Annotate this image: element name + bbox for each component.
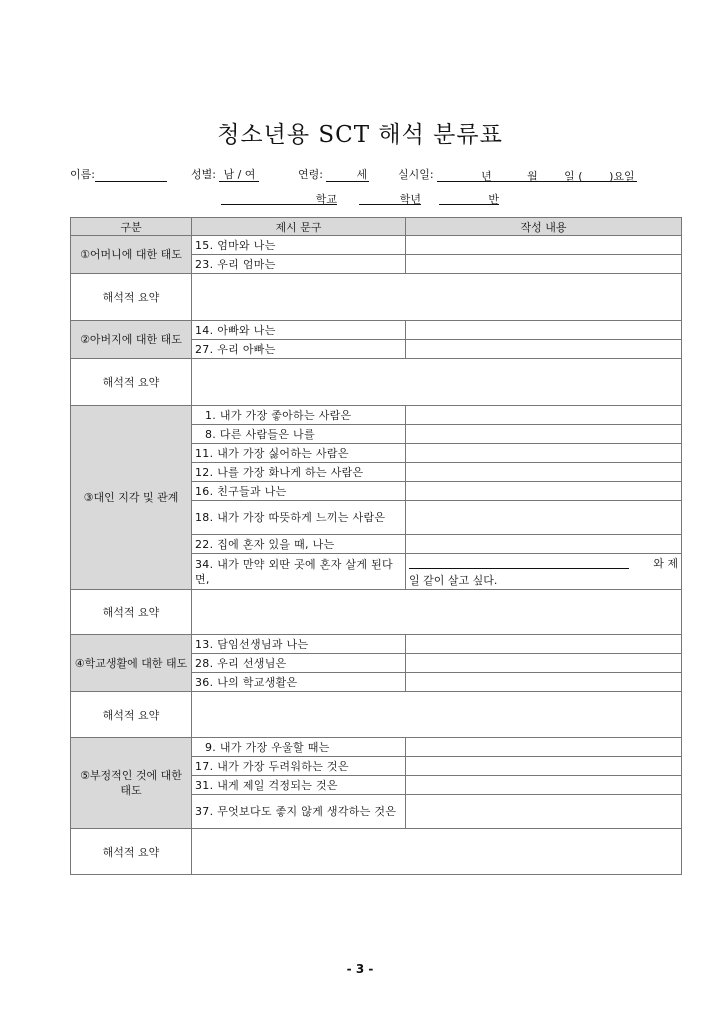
gender-field <box>191 166 259 182</box>
answer-cell[interactable] <box>406 776 682 795</box>
class-field <box>439 191 499 205</box>
prompt-cell: 16. 친구들과 나는 <box>192 482 406 501</box>
answer-cell[interactable] <box>406 425 682 444</box>
table-row <box>71 406 682 425</box>
prompt-cell: 23. 우리 엄마는 <box>192 255 406 274</box>
answer-cell[interactable] <box>406 340 682 359</box>
answer-cell[interactable] <box>406 321 682 340</box>
prompt-text: 1. 내가 가장 좋아하는 사람은 <box>205 408 352 422</box>
summary-row <box>71 274 682 321</box>
prompt-cell: 31. 내게 제일 걱정되는 것은 <box>192 776 406 795</box>
header-prompt: 제시 문구 <box>192 218 406 236</box>
summary-label: 해석적 요약 <box>71 274 192 321</box>
prompt-cell: 22. 집에 혼자 있을 때, 나는 <box>192 535 406 554</box>
gender-label: 성별: <box>191 168 216 181</box>
summary-row <box>71 692 682 738</box>
prompt-cell: 11. 내가 가장 싫어하는 사람은 <box>192 444 406 463</box>
category-interpersonal: ③대인 지각 및 관계 <box>71 406 192 590</box>
table-row <box>71 738 682 757</box>
month-label: 월 <box>527 170 538 183</box>
age-field <box>298 166 369 182</box>
summary-row <box>71 359 682 406</box>
grade-input[interactable] <box>359 191 421 205</box>
answer-cell-34[interactable] <box>406 554 682 590</box>
summary-cell[interactable] <box>192 359 682 406</box>
name-field <box>70 166 167 182</box>
answer-cell[interactable] <box>406 482 682 501</box>
answer-cell[interactable] <box>406 673 682 692</box>
page-title: 청소년용 SCT 해석 분류표 <box>217 122 503 148</box>
summary-label: 해석적 요약 <box>71 359 192 406</box>
answer-cell[interactable] <box>406 757 682 776</box>
prompt-cell: 36. 나의 학교생활은 <box>192 673 406 692</box>
grade-field <box>359 191 421 205</box>
prompt-text: 8. 다른 사람들은 나를 <box>205 427 315 441</box>
page-number: - 3 - <box>346 962 374 976</box>
q34-blank[interactable] <box>409 555 629 569</box>
school-label: 학교 <box>315 193 337 206</box>
prompt-text: 9. 내가 가장 우울할 때는 <box>205 740 330 754</box>
answer-cell[interactable] <box>406 654 682 673</box>
prompt-cell: 37. 무엇보다도 좋지 않게 생각하는 것은 <box>192 795 406 829</box>
summary-cell[interactable] <box>192 590 682 635</box>
prompt-cell: 12. 나를 가장 화나게 하는 사람은 <box>192 463 406 482</box>
summary-cell[interactable] <box>192 274 682 321</box>
date-label: 실시일: <box>398 168 434 181</box>
day-label: 일 ( <box>564 170 583 183</box>
prompt-cell <box>192 406 406 425</box>
prompt-cell: 15. 엄마와 나는 <box>192 236 406 255</box>
category-school: ④학교생활에 대한 태도 <box>71 635 192 692</box>
grade-label: 학년 <box>399 193 421 206</box>
name-input[interactable] <box>95 169 167 182</box>
date-input[interactable] <box>437 168 637 182</box>
gender-value[interactable]: 남 / 여 <box>219 168 259 182</box>
answer-cell[interactable] <box>406 444 682 463</box>
q34-answer-line <box>409 555 678 572</box>
date-field <box>398 166 637 182</box>
class-input[interactable] <box>439 191 499 205</box>
summary-cell[interactable] <box>192 829 682 875</box>
weekday-label: )요일 <box>609 170 635 183</box>
prompt-cell <box>192 425 406 444</box>
answer-cell[interactable] <box>406 795 682 829</box>
year-label: 년 <box>481 170 492 183</box>
answer-cell[interactable] <box>406 535 682 554</box>
prompt-cell: 34. 내가 만약 외딴 곳에 혼자 살게 된다면, <box>192 554 406 590</box>
q34-text-b: 일 같이 살고 싶다. <box>409 573 498 587</box>
school-field <box>221 191 337 205</box>
prompt-cell <box>192 738 406 757</box>
age-unit[interactable]: 세 <box>326 168 369 182</box>
answer-cell[interactable] <box>406 635 682 654</box>
answer-cell[interactable] <box>406 236 682 255</box>
age-label: 연령: <box>298 168 323 181</box>
summary-label: 해석적 요약 <box>71 590 192 635</box>
table-row <box>71 321 682 340</box>
summary-cell[interactable] <box>192 692 682 738</box>
sct-table <box>70 217 682 875</box>
answer-cell[interactable] <box>406 501 682 535</box>
header-answer: 작성 내용 <box>406 218 682 236</box>
prompt-cell: 17. 내가 가장 두려워하는 것은 <box>192 757 406 776</box>
name-label: 이름: <box>70 168 95 181</box>
answer-cell[interactable] <box>406 463 682 482</box>
category-father: ②아버지에 대한 태도 <box>71 321 192 359</box>
answer-cell[interactable] <box>406 738 682 757</box>
summary-label: 해석적 요약 <box>71 829 192 875</box>
table-header-row <box>71 218 682 236</box>
prompt-cell: 13. 담임선생님과 나는 <box>192 635 406 654</box>
table-row <box>71 635 682 654</box>
answer-cell[interactable] <box>406 406 682 425</box>
category-negative: ⑤부정적인 것에 대한 태도 <box>71 738 192 829</box>
prompt-cell: 14. 아빠와 나는 <box>192 321 406 340</box>
table-row <box>71 236 682 255</box>
class-label: 반 <box>488 193 499 206</box>
category-mother: ①어머니에 대한 태도 <box>71 236 192 274</box>
q34-text-a: 와 제 <box>653 556 678 570</box>
prompt-cell: 27. 우리 아빠는 <box>192 340 406 359</box>
prompt-cell: 18. 내가 가장 따뜻하게 느끼는 사람은 <box>192 501 406 535</box>
prompt-cell: 28. 우리 선생님은 <box>192 654 406 673</box>
answer-cell[interactable] <box>406 255 682 274</box>
school-input[interactable] <box>221 191 337 205</box>
header-category: 구분 <box>71 218 192 236</box>
summary-row <box>71 590 682 635</box>
summary-row <box>71 829 682 875</box>
summary-label: 해석적 요약 <box>71 692 192 738</box>
